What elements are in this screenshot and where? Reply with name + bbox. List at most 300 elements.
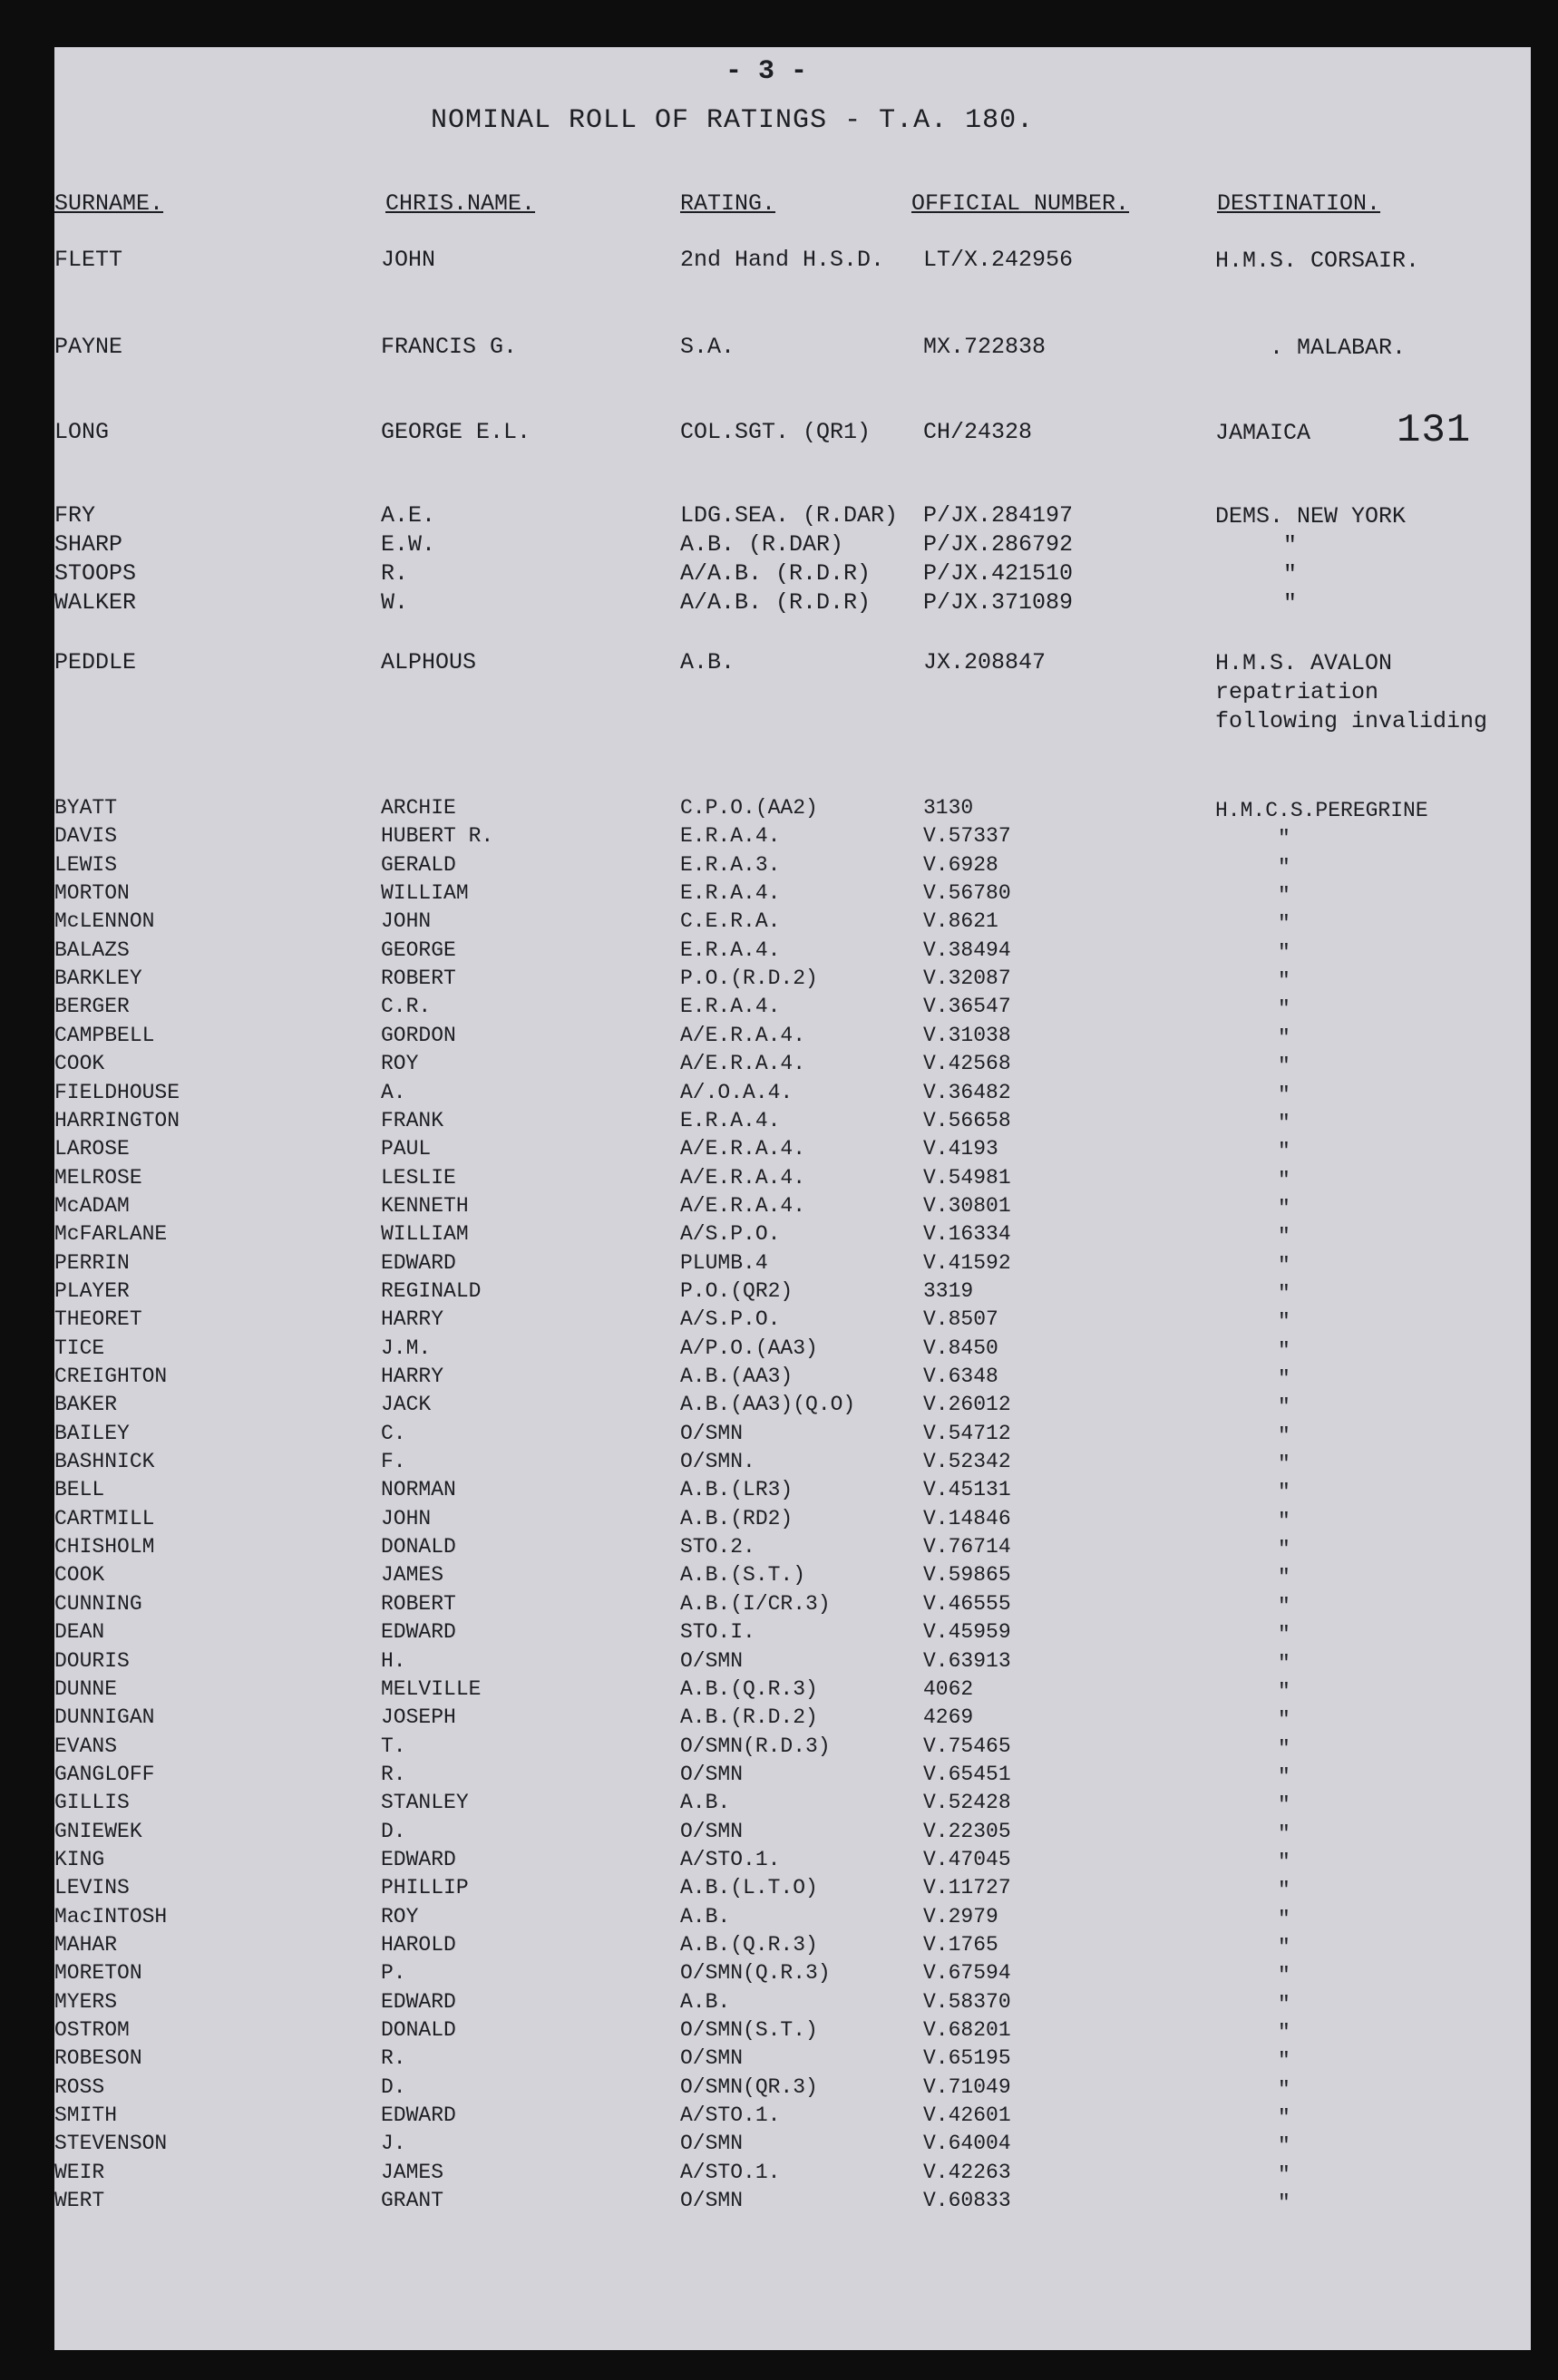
official-number-cell: V.36547: [923, 995, 1011, 1019]
official-number-cell: V.64004: [923, 2132, 1011, 2156]
surname-cell: DEAN: [54, 1620, 105, 1645]
destination-line: ": [1215, 1196, 1290, 1220]
official-number-cell: V.8507: [923, 1307, 998, 1332]
christian-name-cell: GERALD: [381, 852, 456, 877]
official-number-cell: V.57337: [923, 824, 1011, 849]
christian-name-cell: R.: [381, 2046, 406, 2071]
rating-cell: A/E.R.A.4.: [680, 1165, 806, 1190]
rating-cell: A.B.(R.D.2): [680, 1705, 818, 1730]
christian-name-cell: E.W.: [381, 531, 436, 558]
page-number: - 3 -: [725, 56, 808, 87]
rating-cell: A/E.R.A.4.: [680, 1137, 806, 1161]
destination-line: ": [1215, 940, 1290, 965]
rating-cell: O/SMN(Q.R.3): [680, 1961, 831, 1986]
table-row: [54, 2189, 1531, 2218]
christian-name-cell: DONALD: [381, 2018, 456, 2043]
table-row: [54, 649, 1531, 734]
destination-line: ": [1215, 1281, 1290, 1306]
christian-name-cell: JAMES: [381, 2160, 444, 2184]
official-number-cell: V.76714: [923, 1535, 1011, 1559]
destination-cell: [1215, 881, 1290, 910]
surname-cell: BALAZS: [54, 937, 130, 962]
rating-cell: S.A.: [680, 334, 735, 360]
surname-cell: WEIR: [54, 2160, 105, 2184]
table-row: [54, 1705, 1531, 1734]
destination-cell: [1215, 2132, 1290, 2161]
christian-name-cell: D.: [381, 1819, 406, 1843]
christian-name-cell: JOHN: [381, 909, 432, 934]
surname-cell: WALKER: [54, 589, 137, 616]
rating-cell: STO.I.: [680, 1620, 755, 1645]
christian-name-cell: GEORGE: [381, 937, 456, 962]
destination-line: H.M.C.S.PEREGRINE: [1215, 799, 1428, 822]
official-number-cell: V.31038: [923, 1023, 1011, 1047]
rating-cell: O/SMN(S.T.): [680, 2018, 818, 2043]
table-row: [54, 1450, 1531, 1479]
official-number-cell: V.56780: [923, 881, 1011, 906]
table-row: [54, 881, 1531, 910]
christian-name-cell: DONALD: [381, 1535, 456, 1559]
destination-cell: [1215, 967, 1290, 996]
table-row: [54, 1279, 1531, 1308]
destination-cell: [1215, 1194, 1290, 1223]
rating-cell: A/E.R.A.4.: [680, 1193, 806, 1218]
header-official-number: OFFICIAL NUMBER.: [911, 190, 1130, 217]
table-row: [54, 589, 1531, 618]
table-row: [54, 1336, 1531, 1365]
christian-name-cell: HARRY: [381, 1307, 444, 1332]
destination-cell: [1215, 1734, 1290, 1763]
table-row: [54, 1933, 1531, 1962]
destination-cell: [1215, 1507, 1290, 1536]
destination-line: ": [1215, 2021, 1290, 2045]
surname-cell: PLAYER: [54, 1278, 130, 1303]
surname-cell: ROBESON: [54, 2046, 142, 2071]
official-number-cell: V.68201: [923, 2018, 1011, 2043]
rating-cell: O/SMN: [680, 2132, 744, 2156]
table-row: [54, 1763, 1531, 1792]
table-row: [54, 995, 1531, 1024]
destination-cell: [1215, 1563, 1290, 1592]
rating-cell: O/SMN: [680, 1421, 744, 1445]
christian-name-cell: STANLEY: [381, 1791, 469, 1815]
table-row: [54, 531, 1531, 560]
rating-cell: 2nd Hand H.S.D.: [680, 247, 885, 273]
table-row: [54, 2046, 1531, 2075]
christian-name-cell: GORDON: [381, 1023, 456, 1047]
rating-cell: A.B.: [680, 1989, 731, 2014]
christian-name-cell: GRANT: [381, 2189, 444, 2213]
table-row: [54, 824, 1531, 853]
destination-line: ": [1215, 1168, 1290, 1192]
document-page: [54, 47, 1531, 2350]
table-row: [54, 560, 1531, 589]
surname-cell: PEDDLE: [54, 649, 137, 675]
destination-line: repatriation: [1215, 679, 1379, 705]
table-row: [54, 1990, 1531, 2019]
destination-cell: [1215, 1990, 1290, 2019]
rating-cell: A/STO.1.: [680, 2103, 781, 2128]
destination-line: H.M.S. CORSAIR.: [1215, 248, 1420, 274]
destination-line: ": [1215, 590, 1298, 617]
destination-line: H.M.S. AVALON: [1215, 650, 1393, 676]
surname-cell: BYATT: [54, 796, 118, 820]
surname-cell: LONG: [54, 419, 110, 445]
destination-cell: [1215, 2075, 1290, 2104]
rating-cell: A/.O.A.4.: [680, 1080, 794, 1104]
table-row: [54, 1081, 1531, 1110]
destination-cell: [1215, 1251, 1290, 1280]
rating-cell: PLUMB.4: [680, 1250, 768, 1275]
christian-name-cell: HUBERT R.: [381, 824, 494, 849]
destination-cell: [1215, 1450, 1290, 1479]
destination-line: ": [1215, 1651, 1290, 1676]
destination-cell: [1215, 649, 1487, 736]
official-number-cell: V.63913: [923, 1648, 1011, 1673]
destination-line: ": [1215, 884, 1290, 908]
destination-line: ": [1215, 1736, 1290, 1761]
destination-cell: [1215, 1535, 1290, 1564]
surname-cell: FIELDHOUSE: [54, 1080, 180, 1104]
surname-cell: DOURIS: [54, 1648, 130, 1673]
official-number-cell: V.46555: [923, 1591, 1011, 1616]
destination-cell: [1215, 1024, 1290, 1053]
destination-line: ": [1215, 1679, 1290, 1704]
rating-cell: O/SMN: [680, 2189, 744, 2213]
rating-cell: A/STO.1.: [680, 1847, 781, 1871]
christian-name-cell: R.: [381, 560, 409, 587]
rating-cell: E.R.A.3.: [680, 852, 781, 877]
christian-name-cell: EDWARD: [381, 1250, 456, 1275]
official-number-cell: LT/X.242956: [923, 247, 1074, 273]
rating-cell: A/S.P.O.: [680, 1307, 781, 1332]
destination-cell: [1215, 2046, 1290, 2075]
table-row: [54, 1535, 1531, 1564]
official-number-cell: V.54981: [923, 1165, 1011, 1190]
rating-cell: A.B.(Q.R.3): [680, 1933, 818, 1957]
christian-name-cell: P.: [381, 1961, 406, 1986]
destination-cell: [1215, 531, 1297, 560]
surname-cell: ROSS: [54, 2074, 105, 2099]
surname-cell: MELROSE: [54, 1165, 142, 1190]
official-number-cell: P/JX.421510: [923, 560, 1074, 587]
christian-name-cell: A.E.: [381, 502, 436, 529]
rating-cell: A.B.(RD2): [680, 1506, 794, 1530]
christian-name-cell: ROBERT: [381, 967, 456, 991]
official-number-cell: V.16334: [923, 1222, 1011, 1247]
surname-cell: PERRIN: [54, 1250, 130, 1275]
christian-name-cell: C.R.: [381, 995, 432, 1019]
official-number-cell: V.14846: [923, 1506, 1011, 1530]
destination-line: ": [1215, 1623, 1290, 1647]
page-title: NOMINAL ROLL OF RATINGS - T.A. 180.: [431, 105, 1035, 136]
destination-cell: [1215, 1592, 1290, 1621]
destination-cell: [1215, 1677, 1290, 1706]
table-row: [54, 796, 1531, 825]
destination-cell: [1215, 1876, 1290, 1905]
rating-cell: P.O.(R.D.2): [680, 967, 818, 991]
surname-cell: MYERS: [54, 1989, 118, 2014]
official-number-cell: V.71049: [923, 2074, 1011, 2099]
christian-name-cell: ROBERT: [381, 1591, 456, 1616]
official-number-cell: V.52342: [923, 1450, 1011, 1474]
surname-cell: PAYNE: [54, 334, 123, 360]
table-row: [54, 1563, 1531, 1592]
rating-cell: E.R.A.4.: [680, 824, 781, 849]
table-row: [54, 502, 1531, 531]
destination-line: ": [1215, 1395, 1290, 1420]
rating-cell: A.B.: [680, 649, 735, 675]
rating-cell: E.R.A.4.: [680, 995, 781, 1019]
table-row: [54, 1820, 1531, 1849]
rating-cell: P.O.(QR2): [680, 1278, 794, 1303]
destination-cell: [1215, 1307, 1290, 1336]
christian-name-cell: LESLIE: [381, 1165, 456, 1190]
official-number-cell: 3130: [923, 796, 974, 820]
official-number-cell: V.59865: [923, 1563, 1011, 1588]
official-number-cell: V.56658: [923, 1108, 1011, 1132]
official-number-cell: V.54712: [923, 1421, 1011, 1445]
official-number-cell: V.26012: [923, 1393, 1011, 1417]
christian-name-cell: A.: [381, 1080, 406, 1104]
official-number-cell: CH/24328: [923, 419, 1033, 445]
surname-cell: BAKER: [54, 1393, 118, 1417]
surname-cell: CARTMILL: [54, 1506, 155, 1530]
destination-line: ": [1215, 1338, 1290, 1363]
surname-cell: SHARP: [54, 531, 123, 558]
surname-cell: KING: [54, 1847, 105, 1871]
christian-name-cell: R.: [381, 1762, 406, 1786]
destination-cell: [1215, 247, 1419, 276]
christian-name-cell: F.: [381, 1450, 406, 1474]
official-number-cell: V.52428: [923, 1791, 1011, 1815]
surname-cell: SMITH: [54, 2103, 118, 2128]
destination-line: ": [1215, 1708, 1290, 1733]
surname-cell: GILLIS: [54, 1791, 130, 1815]
table-row: [54, 2103, 1531, 2132]
surname-cell: GNIEWEK: [54, 1819, 142, 1843]
christian-name-cell: J.: [381, 2132, 406, 2156]
table-row: [54, 1365, 1531, 1394]
destination-line: ": [1215, 827, 1290, 851]
rating-cell: A.B.(S.T.): [680, 1563, 806, 1588]
destination-line: following invaliding: [1215, 708, 1488, 734]
surname-cell: McADAM: [54, 1193, 130, 1218]
table-row: [54, 1791, 1531, 1820]
surname-cell: LAROSE: [54, 1137, 130, 1161]
table-row: [54, 2161, 1531, 2190]
table-row: [54, 1478, 1531, 1507]
destination-cell: [1215, 909, 1290, 938]
surname-cell: DAVIS: [54, 824, 118, 849]
official-number-cell: V.41592: [923, 1250, 1011, 1275]
destination-line: ": [1215, 1025, 1290, 1050]
destination-cell: [1215, 1961, 1290, 1990]
table-row: [54, 938, 1531, 967]
surname-cell: EVANS: [54, 1734, 118, 1758]
surname-cell: LEVINS: [54, 1876, 130, 1900]
destination-line: ": [1215, 2134, 1290, 2159]
destination-line: ": [1215, 2162, 1290, 2187]
destination-line: ": [1215, 1083, 1290, 1107]
christian-name-cell: ROY: [381, 1904, 419, 1928]
rating-cell: LDG.SEA. (R.DAR): [680, 502, 899, 529]
official-number-cell: V.65451: [923, 1762, 1011, 1786]
rating-cell: O/SMN(QR.3): [680, 2074, 818, 2099]
table-row: [54, 1507, 1531, 1536]
rating-cell: A.B.(AA3): [680, 1365, 794, 1388]
destination-cell: [1215, 1820, 1290, 1849]
christian-name-cell: HAROLD: [381, 1933, 456, 1957]
destination-cell: [1215, 1848, 1290, 1877]
destination-line: ": [1215, 1225, 1290, 1249]
christian-name-cell: EDWARD: [381, 2103, 456, 2128]
surname-cell: HARRINGTON: [54, 1108, 180, 1132]
rating-cell: A.B.: [680, 1904, 731, 1928]
destination-cell: [1215, 560, 1297, 589]
official-number-cell: V.8450: [923, 1336, 998, 1360]
official-number-cell: 3319: [923, 1278, 974, 1303]
official-number-cell: P/JX.284197: [923, 502, 1074, 529]
destination-line: ": [1215, 532, 1298, 559]
official-number-cell: 4062: [923, 1676, 974, 1701]
christian-name-cell: T.: [381, 1734, 406, 1758]
surname-cell: BASHNICK: [54, 1450, 155, 1474]
surname-cell: TICE: [54, 1336, 105, 1360]
table-row: [54, 1251, 1531, 1280]
rating-cell: A.B.: [680, 1791, 731, 1815]
official-number-cell: V.65195: [923, 2046, 1011, 2071]
destination-cell: [1215, 334, 1406, 363]
destination-line: ": [1215, 1111, 1290, 1135]
official-number-cell: V.32087: [923, 967, 1011, 991]
destination-cell: [1215, 1365, 1290, 1394]
rating-cell: A.B.(L.T.O): [680, 1876, 818, 1900]
table-row: [54, 909, 1531, 938]
official-number-cell: V.4193: [923, 1137, 998, 1161]
surname-cell: MacINTOSH: [54, 1904, 168, 1928]
destination-cell: [1215, 938, 1290, 967]
destination-line: ": [1215, 1793, 1290, 1818]
table-row: [54, 1393, 1531, 1422]
christian-name-cell: J.M.: [381, 1336, 432, 1360]
header-christian-name: CHRIS.NAME.: [385, 190, 536, 217]
destination-line: ": [1215, 1850, 1290, 1874]
destination-line: ": [1215, 969, 1290, 994]
rating-cell: O/SMN(R.D.3): [680, 1734, 831, 1758]
table-row: [54, 1848, 1531, 1877]
surname-cell: BERGER: [54, 995, 130, 1019]
rating-cell: A/A.B. (R.D.R): [680, 560, 872, 587]
christian-name-cell: EDWARD: [381, 1989, 456, 2014]
rating-cell: A/E.R.A.4.: [680, 1052, 806, 1076]
surname-cell: FLETT: [54, 247, 123, 273]
official-number-cell: V.75465: [923, 1734, 1011, 1758]
official-number-cell: V.38494: [923, 937, 1011, 962]
surname-cell: THEORET: [54, 1307, 142, 1332]
surname-cell: DUNNIGAN: [54, 1705, 155, 1730]
surname-cell: COOK: [54, 1052, 105, 1076]
destination-cell: [1215, 1933, 1290, 1962]
table-row: [54, 247, 1531, 276]
table-row: [54, 1052, 1531, 1081]
rating-cell: E.R.A.4.: [680, 1108, 781, 1132]
rating-cell: O/SMN: [680, 1762, 744, 1786]
rating-cell: COL.SGT. (QR1): [680, 419, 872, 445]
destination-line: ": [1215, 1538, 1290, 1562]
destination-line: . MALABAR.: [1215, 335, 1407, 361]
official-number-cell: V.42568: [923, 1052, 1011, 1076]
official-number-cell: V.8621: [923, 909, 998, 934]
surname-cell: McLENNON: [54, 909, 155, 934]
table-row: [54, 1422, 1531, 1451]
destination-line: ": [1215, 1821, 1290, 1846]
official-number-cell: MX.722838: [923, 334, 1047, 360]
destination-line: ": [1215, 1907, 1290, 1931]
christian-name-cell: JOHN: [381, 1506, 432, 1530]
official-number-cell: V.6928: [923, 852, 998, 877]
destination-line: ": [1215, 561, 1298, 588]
destination-cell: [1215, 589, 1297, 618]
table-row: [54, 853, 1531, 882]
official-number-cell: V.36482: [923, 1080, 1011, 1104]
rating-cell: E.R.A.4.: [680, 881, 781, 906]
christian-name-cell: JAMES: [381, 1563, 444, 1588]
official-number-cell: V.22305: [923, 1819, 1011, 1843]
table-row: [54, 1876, 1531, 1905]
destination-cell: [1215, 1166, 1290, 1195]
destination-cell: [1215, 1393, 1290, 1422]
destination-line: ": [1215, 1964, 1290, 1988]
table-row: [54, 1194, 1531, 1223]
table-row: [54, 1734, 1531, 1763]
destination-cell: [1215, 995, 1290, 1024]
destination-line: JAMAICA: [1215, 420, 1311, 446]
rating-cell: C.P.O.(AA2): [680, 796, 818, 820]
rating-cell: O/SMN: [680, 2046, 744, 2071]
destination-line: ": [1215, 1879, 1290, 1903]
christian-name-cell: EDWARD: [381, 1620, 456, 1645]
rating-cell: STO.2.: [680, 1535, 755, 1559]
rating-cell: A/A.B. (R.D.R): [680, 589, 872, 616]
christian-name-cell: JOSEPH: [381, 1705, 456, 1730]
table-row: [54, 1137, 1531, 1166]
christian-name-cell: KENNETH: [381, 1193, 469, 1218]
surname-cell: McFARLANE: [54, 1222, 168, 1247]
destination-cell: [1215, 419, 1310, 448]
rating-cell: O/SMN: [680, 1648, 744, 1673]
destination-line: ": [1215, 1764, 1290, 1789]
christian-name-cell: MELVILLE: [381, 1676, 482, 1701]
destination-cell: [1215, 1620, 1290, 1649]
official-number-cell: V.2979: [923, 1904, 998, 1928]
rating-cell: O/SMN: [680, 1819, 744, 1843]
rating-cell: A/STO.1.: [680, 2160, 781, 2184]
surname-cell: BELL: [54, 1478, 105, 1502]
surname-cell: MORTON: [54, 881, 130, 906]
official-number-cell: V.42601: [923, 2103, 1011, 2128]
destination-line: ": [1215, 855, 1290, 879]
destination-cell: [1215, 1478, 1290, 1507]
table-row: [54, 1222, 1531, 1251]
rating-cell: A.B.(AA3)(Q.O): [680, 1393, 856, 1417]
surname-cell: CAMPBELL: [54, 1023, 155, 1047]
destination-cell: [1215, 824, 1290, 853]
destination-cell: [1215, 2161, 1290, 2190]
official-number-cell: V.42263: [923, 2160, 1011, 2184]
destination-line: ": [1215, 1140, 1290, 1164]
christian-name-cell: W.: [381, 589, 409, 616]
